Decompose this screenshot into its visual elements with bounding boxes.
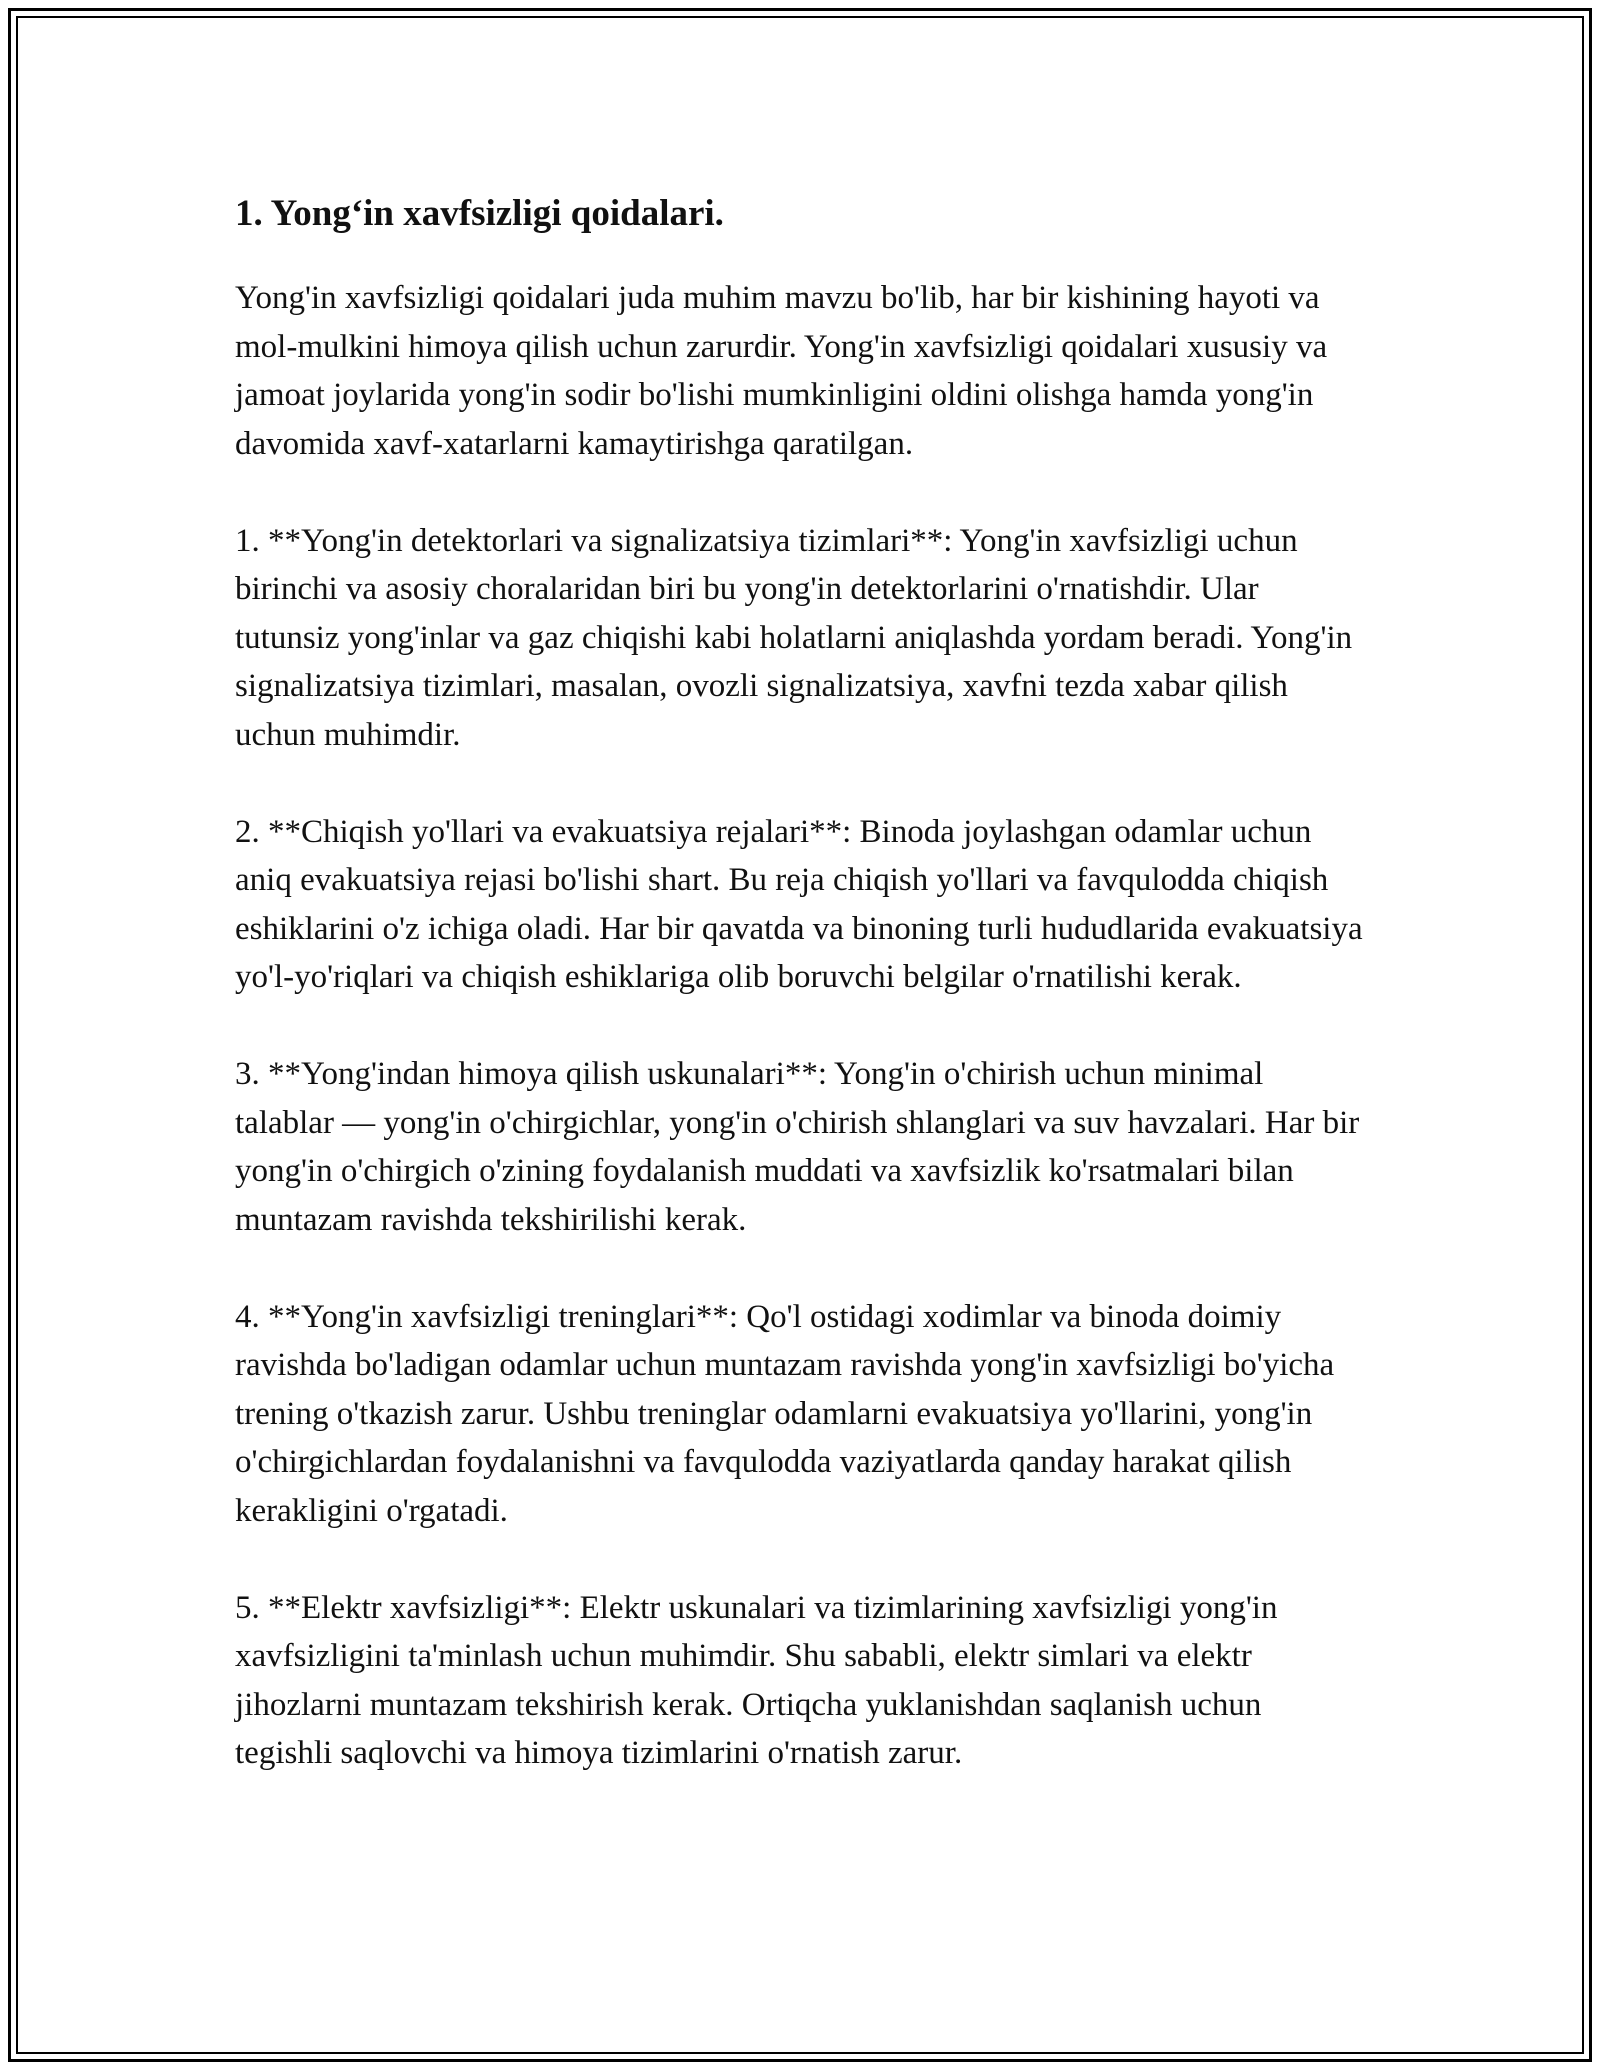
item-training-paragraph: 4. **Yong'in xavfsizligi treninglari**: Qo'l ostidagi xodimlar va binoda doimiy ravishda bo'ladigan odamlar uchun muntazam ravishda yong'in xavfsizligi bo'yicha trening o'tkazish zarur. Ushbu treninglar odamlarni evakuatsiya yo'llarini, yong'in o'chirgichlardan foydalanishni va favqulodda vaziyatlarda qanday harakat qilish kerakligini o'rgatadi.	[235, 1298, 1335, 1529]
item-electrical-paragraph: 5. **Elektr xavfsizligi**: Elektr uskunalari va tizimlarining xavfsizligi yong'in xavfsizligini ta'minlash uchun muhimdir. Shu sababli, elektr simlari va elektr jihozlarni muntazam tekshirish kerak. Ortiqcha yuklanishdan saqlanish uchun tegishli saqlovchi va himoya tizimlarini o'rnatish zarur.	[235, 1589, 1278, 1771]
item-equipment-paragraph: 3. **Yong'indan himoya qilish uskunalari**: Yong'in o'chirish uchun minimal talablar — yong'in o'chirgichlar, yong'in o'chirish shlanglari va suv havzalari. Har bir yong'in o'chirgich o'zining foydalanish muddati va xavfsizlik ko'rsatmalari bilan muntazam ravishda tekshirilishi kerak.	[235, 1056, 1360, 1238]
intro-paragraph: Yong'in xavfsizligi qoidalari juda muhim mavzu bo'lib, har bir kishining hayoti va mol-mulkini himoya qilish uchun zarurdir. Yong'in xavfsizligi qoidalari xususiy va jamoat joylarida yong'in sodir bo'lishi mumkinligini oldini olishga hamda yong'in davomida xavf-xatarlarni kamaytirishga qaratilgan.	[235, 280, 1328, 462]
item-evacuation-paragraph: 2. **Chiqish yo'llari va evakuatsiya rejalari**: Binoda joylashgan odamlar uchun aniq evakuatsiya rejasi bo'lishi shart. Bu reja chiqish yo'llari va favqulodda chiqish eshiklarini o'z ichiga oladi. Har bir qavatda va binoning turli hududlarida evakuatsiya yo'l-yo'riqlari va chiqish eshiklariga olib boruvchi belgilar o'rnatilishi kerak.	[235, 813, 1363, 995]
document-title: 1. Yong‘in xavfsizligi qoidalari.	[235, 193, 724, 234]
document-body	[235, 188, 1365, 1826]
item-detectors-paragraph: 1. **Yong'in detektorlari va signalizatsiya tizimlari**: Yong'in xavfsizligi uchun birinchi va asosiy choralaridan biri bu yong'in detektorlarini o'rnatishdir. Ular tutunsiz yong'inlar va gaz chiqishi kabi holatlarni aniqlashda yordam beradi. Yong'in signalizatsiya tizimlari, masalan, ovozli signalizatsiya, xavfni tezda xabar qilish uchun muhimdir.	[235, 522, 1353, 753]
